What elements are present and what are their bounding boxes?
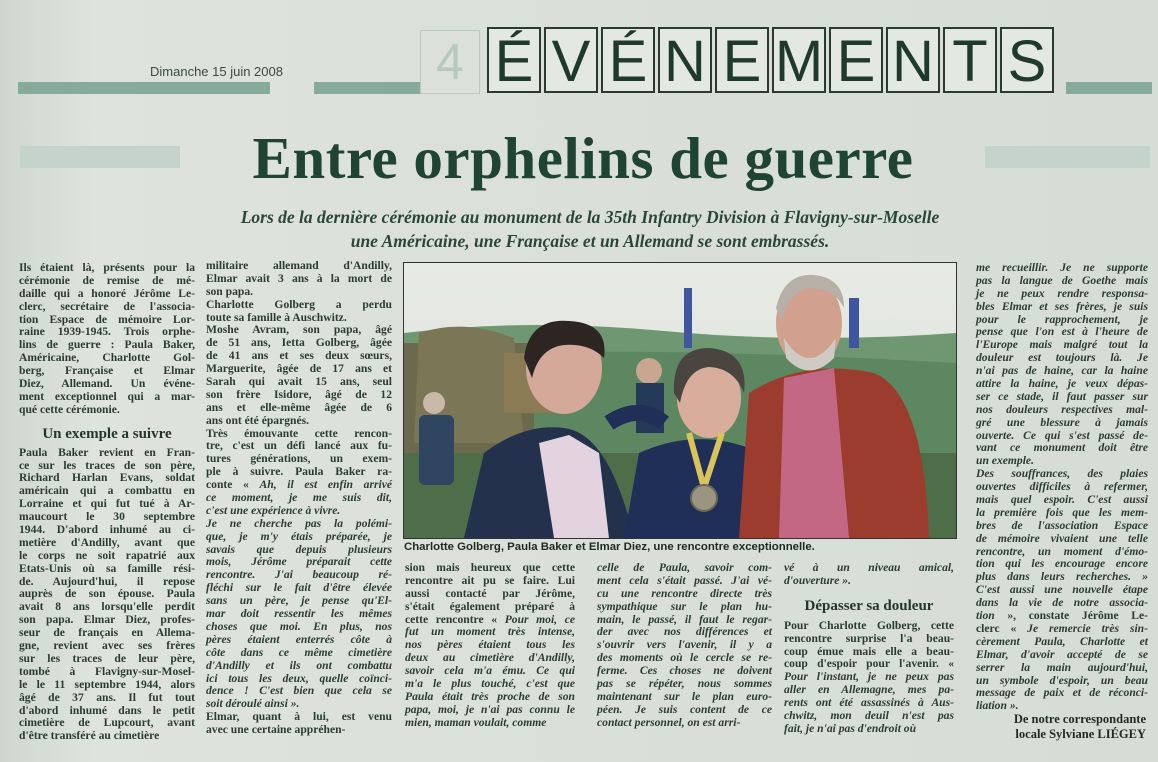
- text-line: Moshe Avram, son papa, âgé: [206, 323, 392, 337]
- italic-quote-text: papa, moi, je n'ai pas connu le: [405, 702, 575, 716]
- text-line: qué cette cérémonie.: [19, 402, 120, 416]
- header-rule-left: [18, 82, 270, 94]
- italic-quote-text: pense que l'on est à l'heure de: [976, 325, 1148, 339]
- subhead-line-1: Lors de la dernière cérémonie au monument de la 35th Infantry Division à Flavigny-sur-Moselle: [240, 207, 940, 227]
- text-segment: clerc «: [976, 621, 1028, 635]
- italic-quote-text: contact personnel, on est arri-: [597, 715, 741, 729]
- text-line: Diez, Allemand. Un événe-: [19, 377, 195, 391]
- italic-quote-text: un symbole d'espoir, un beau: [976, 673, 1148, 687]
- text-line: tion Espace de mémoire Lor-: [19, 312, 195, 326]
- italic-quote-text: serrer la main aujourd'hui,: [976, 660, 1148, 674]
- italic-quote-text: Pour l'instant, je ne peux pas: [784, 670, 954, 684]
- italic-quote-text: fléchi sur le fait d'être élevée: [206, 581, 392, 595]
- section-title-letter: N: [886, 27, 940, 93]
- italic-quote-text: choses que moi. En plus, nos: [206, 619, 392, 633]
- text-segment: cette rencontre «: [405, 612, 505, 626]
- photo-caption: Charlotte Golberg, Paula Baker et Elmar Diez, une rencontre exceptionnelle.: [404, 541, 815, 553]
- text-line: ple à suivre. Paula Baker ra-: [206, 465, 392, 479]
- column-1: [19, 262, 195, 743]
- article-photo: [403, 262, 957, 539]
- column-6: [976, 262, 1148, 713]
- text-line: avait 8 ans lorsqu'elle perdit: [19, 600, 195, 614]
- text-line: Marguerite, âgée de 17 ans et: [206, 362, 392, 376]
- text-block: [784, 562, 954, 588]
- italic-quote-text: vant ce monument doit être: [976, 441, 1148, 455]
- text-line: cimetière de Lupcourt, avant: [19, 716, 195, 730]
- text-line: le corps ne soit rapatrié aux: [19, 548, 195, 562]
- text-line: 1944. D'abord inhumé au ci-: [19, 523, 195, 537]
- italic-quote-text: c'est une expérience à vivre.: [206, 503, 341, 517]
- text-block: [597, 562, 772, 730]
- italic-quote-text: Je remercie très sin-: [1027, 621, 1148, 635]
- text-line: le le 11 septembre 1944, alors: [19, 677, 195, 691]
- italic-quote-text: rencontre. J'ai beaucoup ré-: [206, 568, 392, 582]
- italic-quote-text: fut un moment très intense,: [405, 625, 575, 639]
- text-line: cérémonie de remise de mé-: [19, 273, 195, 287]
- italic-quote-text: d'ouverture ».: [784, 573, 851, 587]
- italic-quote-text: de mémoire vivaient une telle: [976, 531, 1148, 545]
- italic-quote-text: message de paix et de réconci-: [976, 686, 1148, 700]
- italic-quote-text: savais que depuis plusieurs: [206, 542, 392, 556]
- text-line: Charlotte Golberg a perdu: [206, 297, 392, 311]
- italic-quote-text: Paula était très proche de son: [405, 689, 575, 703]
- page-number: 4: [420, 30, 480, 94]
- text-line: tre, c'est un défi lancé aux fu-: [206, 439, 392, 453]
- italic-quote-text: m'a le plus touché, c'est que: [405, 677, 575, 691]
- italic-quote-text: cèrement Paula, Charlotte et: [976, 634, 1148, 648]
- italic-quote-text: fait, je n'ai pas d'endroit où: [784, 721, 917, 735]
- text-line: raine 1939-1945. Trois orphe-: [19, 325, 195, 339]
- text-block: [19, 262, 195, 417]
- text-line: s'était également préparé à: [405, 599, 575, 613]
- text-line: de 51 ans, Ietta Golberg, âgée: [206, 336, 392, 350]
- italic-quote-text: d'Andilly et ils ont combattu: [206, 658, 392, 672]
- text-block: [19, 447, 195, 743]
- text-line: [784, 723, 954, 736]
- text-line: d'abord inhumé dans le petit: [19, 703, 195, 717]
- text-line: rencontre surprise l'a beau-: [784, 631, 954, 645]
- italic-quote-text: mois, Jérôme préparait cette: [206, 555, 392, 569]
- text-line: militaire allemand d'Andilly,: [206, 259, 392, 272]
- text-line: coup d'espoir pour l'avenir. «: [784, 657, 954, 671]
- italic-quote-text: Ah, il est enfin arrivé: [259, 478, 392, 492]
- text-line: aussi contacté par Jérôme,: [405, 586, 575, 600]
- section-title-evenements: [487, 27, 1054, 93]
- section-title-letter: T: [943, 27, 997, 93]
- italic-quote-text: ici tous les deux, quelle coïnci-: [206, 671, 392, 685]
- italic-quote-text: bres de l'association Espace: [976, 518, 1148, 532]
- italic-quote-text: pour le rapprochement, je: [976, 312, 1148, 326]
- text-line: Richard Harlan Evans, soldat: [19, 471, 195, 485]
- text-line: toute sa famille à Auschwitz.: [206, 310, 347, 324]
- text-line: metière d'Andilly, avant que: [19, 535, 195, 549]
- text-segment: », constate Jérôme Le-: [994, 609, 1148, 623]
- text-line: son papa.: [206, 284, 254, 298]
- column-5: [784, 562, 954, 736]
- text-line: Lorraine et qui fut tué à Ar-: [19, 497, 195, 511]
- italic-quote-text: mais quel espoir. C'est aussi: [976, 493, 1148, 507]
- italic-quote-text: savoir cela m'a ému. Ce qui: [405, 664, 575, 678]
- text-line: ans ont été épargnés.: [206, 413, 310, 427]
- italic-quote-text: nos douleurs respectives mal-: [976, 402, 1148, 416]
- text-line: son frère Isidore, âgé de 12: [206, 387, 392, 401]
- text-line: [784, 575, 954, 588]
- italic-quote-text: ment cela s'était passé. J'ai vé-: [597, 573, 772, 587]
- section-title-letter: S: [1000, 27, 1054, 93]
- text-line: Paula Baker revient en Fran-: [19, 445, 195, 459]
- text-line: sion mais heureux que cette: [405, 561, 575, 574]
- section-title-letter: E: [829, 27, 883, 93]
- italic-quote-text: je ne peux rendre responsa-: [976, 286, 1148, 300]
- subhead-line-2: une Américaine, une Française et un Allemand se sont embrassés.: [350, 231, 830, 251]
- column-3: [405, 562, 575, 730]
- headline: Entre orphelins de guerre: [252, 125, 914, 191]
- header-rule-right: [1066, 82, 1152, 94]
- subheadline: [150, 205, 1030, 253]
- italic-quote-text: der avec nos différences et: [597, 625, 772, 639]
- italic-quote-text: maintenant sur le plan euro-: [597, 689, 772, 703]
- italic-quote-text: n'ai pas de haine, car la haine: [976, 364, 1148, 378]
- italic-quote-text: ce moment, je me suis dit,: [206, 491, 392, 505]
- text-line: de. Aujourd'hui, il repose: [19, 574, 195, 588]
- italic-quote-text: dans la vie de notre associa-: [976, 596, 1148, 610]
- italic-quote-text: ouvertes difficiles à refermer,: [976, 480, 1148, 494]
- italic-quote-text: que, je m'y étais préparée, je: [206, 529, 392, 543]
- italic-quote-text: Pour moi, ce: [504, 612, 575, 626]
- text-line: maucourt le 30 septembre: [19, 510, 195, 524]
- italic-quote-text: tion: [976, 609, 995, 623]
- italic-quote-text: main, le passé, il faut le regar-: [597, 612, 772, 626]
- text-line: son papa. Elmar Diez, profes-: [19, 613, 195, 627]
- text-block: [206, 260, 392, 737]
- italic-quote-text: bles Elmar et ses frères, je suis: [976, 299, 1148, 313]
- text-line: gne, revient avec ses frères: [19, 639, 195, 653]
- italic-quote-text: des moments où le cercle se re-: [597, 651, 772, 665]
- byline-line-1: De notre correspondante: [1013, 712, 1146, 726]
- text-line: Américaine, Charlotte Gol-: [19, 351, 195, 365]
- column-2: [206, 260, 392, 737]
- text-line: [405, 717, 575, 730]
- text-line: auprès de son épouse. Paula: [19, 587, 195, 601]
- text-segment: conte «: [206, 478, 260, 492]
- subheading-exemple: Un exemple a suivre: [42, 425, 172, 442]
- text-line: ans et elle-même âgée de 6: [206, 400, 392, 414]
- italic-quote-text: rents ont été assassinés à Aus-: [784, 696, 954, 710]
- italic-quote-text: s'ouvrir vers l'avenir, il y a: [597, 638, 772, 652]
- italic-quote-text: attire la haine, je veux dépas-: [976, 377, 1148, 391]
- italic-quote-text: rencontre, un moment d'émo-: [976, 544, 1148, 558]
- text-line: lins de guerre : Paula Baker,: [19, 338, 195, 352]
- section-title-letter: E: [715, 27, 769, 93]
- text-block: [976, 262, 1148, 713]
- photo-three-people: [404, 263, 956, 538]
- italic-quote-text: plus dans leurs recherches. »: [976, 570, 1148, 584]
- column-4: [597, 562, 772, 730]
- section-title-letter: N: [658, 27, 712, 93]
- text-line: clerc, secrétaire de l'associa-: [19, 299, 195, 313]
- italic-quote-text: soit déroulé ainsi ».: [206, 697, 300, 711]
- italic-quote-text: péen. Je suis content de ce: [597, 702, 772, 716]
- text-line: seur de français en Allema-: [19, 626, 195, 640]
- text-line: tures générations, un exem-: [206, 452, 392, 466]
- text-line: de 41 ans et ses deux sœurs,: [206, 349, 392, 363]
- italic-quote-text: la première fois que les mem-: [976, 505, 1148, 519]
- italic-quote-text: liation ».: [976, 699, 1019, 713]
- text-line: ment exceptionnel qui a mar-: [19, 389, 195, 403]
- text-line: tombé à Flavigny-sur-Mosel-: [19, 664, 195, 678]
- text-line: berg, Française et Elmar: [19, 364, 195, 378]
- text-line: Elmar, quant à lui, est venu: [206, 710, 392, 724]
- text-line: Pour Charlotte Golberg, cette: [784, 618, 954, 632]
- italic-quote-text: vé à un niveau amical,: [784, 561, 954, 574]
- text-line: sur les traces de leur père,: [19, 651, 195, 665]
- italic-quote-text: mar doit ressentir les mêmes: [206, 607, 392, 621]
- italic-quote-text: C'est aussi une nouvelle étape: [976, 583, 1148, 597]
- italic-quote-text: l'Europe mais malgré tout la: [976, 338, 1148, 352]
- italic-quote-text: pères étaient enterrés côte à: [206, 632, 392, 646]
- italic-quote-text: tion qui les encourage encore: [976, 557, 1148, 571]
- issue-date: Dimanche 15 juin 2008: [150, 64, 283, 79]
- italic-quote-text: nos pères étaient tous les: [405, 638, 575, 652]
- italic-quote-text: celle de Paula, savoir com-: [597, 561, 772, 574]
- italic-quote-text: aller en Allemagne, mes pa-: [784, 683, 954, 697]
- text-line: d'être transféré au cimetière: [19, 729, 160, 743]
- italic-quote-text: ser ce stade, il faut passer sur: [976, 389, 1148, 403]
- italic-quote-text: sympathique sur le plan hu-: [597, 599, 772, 613]
- italic-quote-text: pas se répéter, nous sommes: [597, 677, 772, 691]
- subheading-douleur: Dépasser sa douleur: [804, 597, 934, 614]
- italic-quote-text: Des souffrances, des plaies: [976, 467, 1148, 481]
- italic-quote-text: gré une blessure à jamais: [976, 415, 1148, 429]
- section-title-letter: É: [601, 27, 655, 93]
- italic-quote-text: Elmar, d'avoir accepté de se: [976, 647, 1148, 661]
- section-title-letter: M: [772, 27, 826, 93]
- byline-line-2: locale Sylviane LIÉGEY: [1015, 727, 1146, 741]
- text-line: avec une certaine appréhen-: [206, 723, 346, 737]
- italic-quote-text: deux au cimetière d'Andilly,: [405, 651, 575, 665]
- italic-quote-text: un exemple.: [976, 454, 1034, 468]
- text-block: [784, 620, 954, 736]
- italic-quote-text: sans un père, je pense qu'El-: [206, 594, 392, 608]
- byline: [1014, 712, 1146, 742]
- italic-quote-text: pas la langue de Goethe mais: [976, 273, 1148, 287]
- italic-quote-text: Je ne cherche pas la polémi-: [206, 516, 392, 530]
- text-line: [597, 717, 772, 730]
- text-block: [405, 562, 575, 730]
- text-line: daille qui a honoré Jérôme Le-: [19, 286, 195, 300]
- italic-quote-text: ferme. Ces choses ne doivent: [597, 664, 772, 678]
- italic-quote-text: ouverte. Ce qui s'est passé de-: [976, 428, 1148, 442]
- italic-quote-text: mien, maman voulait, comme: [405, 715, 547, 729]
- text-line: américain qui a combattu en: [19, 484, 195, 498]
- text-line: coup émue mais elle a beau-: [784, 644, 954, 658]
- section-title-letter: V: [544, 27, 598, 93]
- text-line: Sarah qui avait 15 ans, seul: [206, 375, 392, 389]
- italic-quote-text: côte dans ce même cimetière: [206, 645, 392, 659]
- italic-quote-text: douleur est toujours là. Je: [976, 351, 1148, 365]
- italic-quote-text: me recueillir. Je ne supporte: [976, 261, 1148, 274]
- italic-quote-text: cu une rencontre directe très: [597, 586, 772, 600]
- text-line: Ils étaient là, présents pour la: [19, 261, 195, 274]
- italic-quote-text: dence ! C'est bien que cela se: [206, 684, 392, 698]
- text-line: ce sur les traces de son père,: [19, 458, 195, 472]
- text-line: Etats-Unis où sa famille rési-: [19, 561, 195, 575]
- text-line: Elmar avait 3 ans à la mort de: [206, 271, 392, 285]
- text-line: rencontre ait pu se faire. Lui: [405, 573, 575, 587]
- section-title-letter: É: [487, 27, 541, 93]
- text-line: âgé de 37 ans. Il fut tout: [19, 690, 195, 704]
- text-line: Très émouvante cette rencon-: [206, 426, 392, 440]
- header-rule-mid: [314, 82, 420, 94]
- italic-quote-text: chwitz, mon deuil n'est pas: [784, 709, 954, 723]
